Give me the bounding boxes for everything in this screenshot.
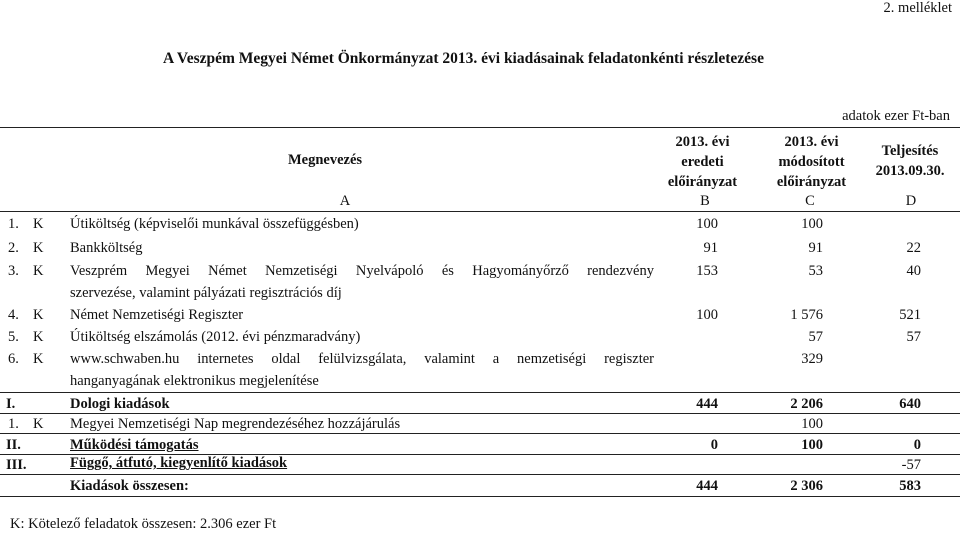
row-name: Útiköltség elszámolás (2012. évi pénzmaradvány) — [70, 329, 361, 345]
row-type: K — [33, 216, 44, 232]
row-name: Német Nemzetiségi Regiszter — [70, 307, 244, 323]
row-name: Útiköltség (képviselői munkával összefüggésben) — [70, 216, 359, 232]
row-value-b: 153 — [696, 263, 718, 279]
row-value-b: 100 — [696, 216, 718, 232]
row-name-continued: szervezése, valamint pályázati regisztrációs díj — [70, 285, 342, 301]
subtotal-name: Függő, átfutó, kiegyenlítő kiadások — [70, 455, 288, 471]
section-rule — [0, 474, 960, 475]
row-value-c: 91 — [808, 240, 823, 256]
header-col-b — [650, 132, 755, 192]
subtotal-value-b: 0 — [710, 437, 718, 453]
units-note: adatok ezer Ft-ban — [842, 108, 950, 124]
row-name: Veszprém Megyei Német Nemzetiségi Nyelvápoló és Hagyományőrző rendezvény — [70, 263, 654, 279]
row-value-c: 329 — [801, 351, 823, 367]
grand-total-value-d: 583 — [899, 478, 921, 494]
subtotal-number: III. — [6, 457, 27, 473]
row-type: K — [33, 416, 44, 432]
subtotal-value-b: 444 — [696, 396, 718, 412]
row-value-c: 100 — [801, 216, 823, 232]
row-value-d: 40 — [906, 263, 921, 279]
header-bottom-rule — [0, 211, 960, 212]
header-d-line2: 2013.09.30. — [875, 163, 945, 179]
subtotal-name: Működési támogatás — [70, 437, 199, 453]
subtotal-value-d: 0 — [913, 437, 921, 453]
column-letter-a: A — [339, 193, 351, 209]
row-value-c: 53 — [808, 263, 823, 279]
row-type: K — [33, 307, 44, 323]
subtotal-value-c: 100 — [801, 437, 823, 453]
row-value-d: 57 — [906, 329, 921, 345]
column-letter-d: D — [905, 193, 917, 209]
row-number: 5. — [8, 329, 19, 345]
row-number: 6. — [8, 351, 19, 367]
row-value-d: 22 — [906, 240, 921, 256]
row-name: Megyei Nemzetiségi Nap megrendezéséhez hozzájárulás — [70, 416, 401, 432]
grand-total-label: Kiadások összesen: — [70, 478, 189, 494]
grand-total-value-c: 2 306 — [790, 478, 823, 494]
header-c-line3: előirányzat — [776, 174, 847, 190]
row-number: 1. — [8, 216, 19, 232]
row-number: 3. — [8, 263, 19, 279]
row-type: K — [33, 329, 44, 345]
row-name: Bankköltség — [70, 240, 143, 256]
row-value-b: 100 — [696, 307, 718, 323]
footer-note: K: Kötelező feladatok összesen: 2.306 ezer Ft — [10, 516, 277, 532]
header-name — [240, 150, 410, 170]
attachment-label: 2. melléklet — [883, 0, 952, 16]
subtotal-value-d: 640 — [899, 396, 921, 412]
row-value-c: 1 576 — [790, 307, 823, 323]
section-rule — [0, 392, 960, 393]
header-name-text: Megnevezés — [287, 152, 363, 168]
column-letter-b: B — [700, 193, 710, 209]
section-rule — [0, 433, 960, 434]
header-b-line2: eredeti — [681, 154, 724, 170]
header-top-rule — [0, 127, 960, 128]
row-number: 2. — [8, 240, 19, 256]
row-value-b: 91 — [703, 240, 718, 256]
header-b-line3: előirányzat — [667, 174, 738, 190]
header-col-c — [759, 132, 864, 192]
column-letter-c: C — [805, 193, 815, 209]
row-type: K — [33, 351, 44, 367]
subtotal-name: Dologi kiadások — [70, 396, 170, 412]
row-name-continued: hanganyagának elektronikus megjelenítése — [70, 373, 319, 389]
row-value-d: 521 — [899, 307, 921, 323]
row-name: www.schwaben.hu internetes oldal felülvizsgálata, valamint a nemzetiségi regiszter — [70, 351, 654, 367]
row-type: K — [33, 240, 44, 256]
header-col-d — [864, 141, 956, 181]
header-b-line1: 2013. évi — [675, 134, 730, 150]
row-value-c: 57 — [808, 329, 823, 345]
row-number: 4. — [8, 307, 19, 323]
document-title: A Veszpém Megyei Német Önkormányzat 2013. évi kiadásainak feladatonkénti részletezése — [163, 50, 764, 67]
header-c-line2: módosított — [778, 154, 845, 170]
subtotal-value-c: 2 206 — [790, 396, 823, 412]
header-d-line1: Teljesítés — [881, 143, 939, 159]
row-value-c: 100 — [801, 416, 823, 432]
header-c-line1: 2013. évi — [784, 134, 839, 150]
grand-total-value-b: 444 — [696, 478, 718, 494]
subtotal-number: I. — [6, 396, 16, 412]
subtotal-value-d: -57 — [901, 457, 921, 473]
row-type: K — [33, 263, 44, 279]
row-number: 1. — [8, 416, 19, 432]
subtotal-number: II. — [6, 437, 21, 453]
table-bottom-rule — [0, 496, 960, 497]
